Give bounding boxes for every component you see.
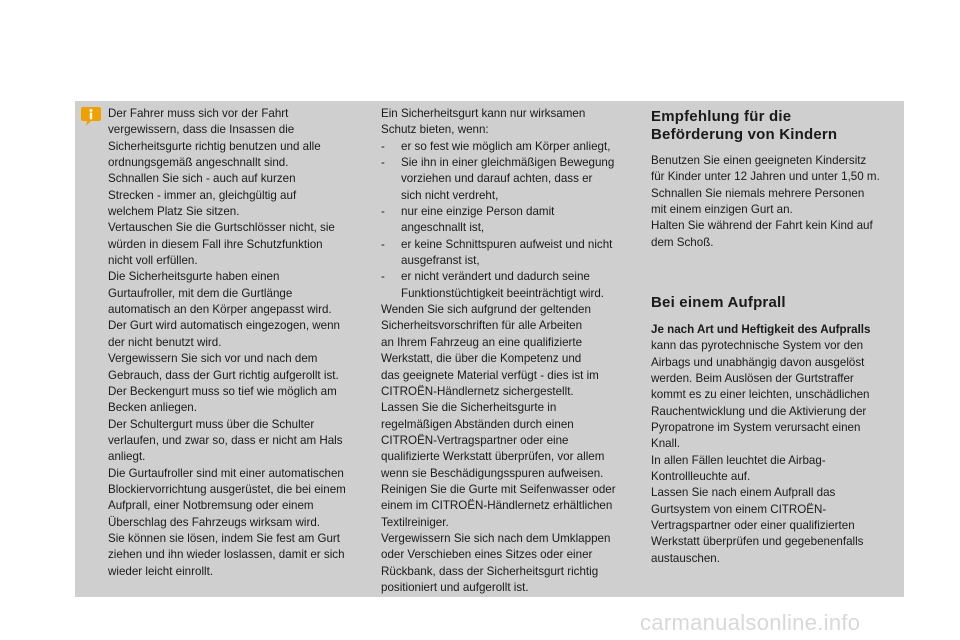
bullet-text: nur eine einzige Person damit [401, 205, 555, 219]
text-line: Reinigen Sie die Gurte mit Seifenwasser oder [381, 482, 616, 496]
bullet-dash: - [381, 139, 385, 153]
text-line: Die Sicherheitsgurte haben einen [108, 270, 280, 284]
text-line: für Kinder unter 12 Jahren und unter 1,50 m. [651, 170, 880, 184]
watermark: carmanualsonline.info [640, 610, 861, 635]
bullet-continuation: Funktionstüchtigkeit beeinträchtigt wird. [401, 286, 604, 300]
text-line: Gebrauch, dass der Gurt richtig aufgerollt ist. [108, 368, 339, 382]
text-line: Vergewissern Sie sich nach dem Umklappen [381, 531, 611, 545]
bullet-continuation: vorziehen und darauf achten, dass er [401, 172, 593, 186]
bullet-dash: - [381, 156, 385, 170]
text-line: Der Fahrer muss sich vor der Fahrt [108, 107, 289, 120]
text-line: ziehen und ihn wieder loslassen, damit er sich [108, 548, 345, 562]
text-line: CITROËN-Vertragspartner oder eine [381, 433, 569, 447]
bullet-continuation: angeschnallt ist, [401, 221, 485, 235]
text-line: werden. Beim Auslösen der Gurtstraffer [651, 372, 854, 386]
text-line: qualifizierte Werkstatt überprüfen, vor allem [381, 450, 605, 464]
text-line: Der Beckengurt muss so tief wie möglich am [108, 384, 337, 398]
text-line: welchem Platz Sie sitzen. [108, 205, 240, 219]
belt-requirements-column [381, 106, 641, 596]
bullet-dash: - [381, 237, 385, 251]
collision-text [651, 322, 901, 567]
text-line: Aufprall, einer Notbremsung oder einem [108, 499, 314, 513]
text-line: Wenden Sie sich aufgrund der geltenden [381, 303, 591, 317]
text-line: anliegt. [108, 450, 146, 464]
text-line: Knall. [651, 437, 681, 451]
text-line: nicht voll erfüllen. [108, 254, 198, 268]
text-line: oder Verschieben eines Sitzes oder einer [381, 548, 593, 562]
text-line: Pyropatrone im System verursacht einen [651, 421, 861, 435]
text-line: kann das pyrotechnische System vor den [651, 339, 864, 353]
text-line: Sie können sie lösen, indem Sie fest am Gurt [108, 531, 340, 545]
bullet-item [381, 155, 641, 171]
text-line: mit einem einzigen Gurt an. [651, 203, 793, 217]
section-heading-collision: Bei einem Aufprall [651, 294, 786, 311]
text-line: der nicht benutzt wird. [108, 335, 222, 349]
text-line: dem Schoß. [651, 235, 714, 249]
text-line: In allen Fällen leuchtet die Airbag- [651, 453, 826, 467]
bullet-text: er nicht verändert und dadurch seine [401, 270, 590, 284]
text-line: Textilreiniger. [381, 515, 449, 529]
text-line: regelmäßigen Abständen durch einen [381, 417, 574, 431]
bullet-text: Sie ihn in einer gleichmäßigen Bewegung [401, 156, 615, 170]
text-line: einem im CITROËN-Händlernetz erhältlichen [381, 499, 613, 513]
text-line: Benutzen Sie einen geeigneten Kindersitz [651, 154, 867, 167]
text-line: Kontrollleuchte auf. [651, 470, 751, 484]
text-line: Strecken - immer an, gleichgültig auf [108, 188, 297, 202]
text-line: Rückbank, dass der Sicherheitsgurt richtig [381, 564, 599, 578]
safety-notes-column [108, 106, 368, 580]
text-line: Ein Sicherheitsgurt kann nur wirksamen [381, 107, 586, 120]
child-transport-text [651, 153, 901, 251]
child-transport-section [651, 108, 901, 251]
text-line: das geeignete Material verfügt - dies ist im [381, 368, 599, 382]
text-line: Lassen Sie die Sicherheitsgurte in [381, 401, 557, 415]
text-line: Halten Sie während der Fahrt kein Kind auf [651, 219, 873, 233]
text-line: an Ihrem Fahrzeug an eine qualifizierte [381, 335, 583, 349]
bullet-continuation: sich nicht verdreht, [401, 188, 499, 202]
text-line: Überschlag des Fahrzeugs wirksam wird. [108, 515, 320, 529]
collision-section [651, 294, 901, 567]
text-line: Rauchentwicklung und die Aktivierung der [651, 404, 867, 418]
bullet-continuation: ausgefranst ist, [401, 254, 480, 268]
text-line: Der Schultergurt muss über die Schulter [108, 417, 315, 431]
text-line: Airbags und unabhängig davon ausgelöst [651, 355, 865, 369]
text-line: vergewissern, dass die Insassen die [108, 123, 295, 137]
text-line: wieder leicht einrollt. [108, 564, 214, 578]
text-line: Blockiervorrichtung ausgerüstet, die bei einem [108, 482, 346, 496]
text-line: Sicherheitsvorschriften für alle Arbeiten [381, 319, 583, 333]
text-line: Der Gurt wird automatisch eingezogen, wenn [108, 319, 340, 333]
bullet-text: er so fest wie möglich am Körper anliegt, [401, 139, 611, 153]
text-line: Werkstatt, die über die Kompetenz und [381, 352, 582, 366]
text-line: wenn sie Beschädigungsspuren aufweisen. [381, 466, 604, 480]
text-line: kommt es zu einer leichten, unschädlichen [651, 388, 870, 402]
text-line: Schnallen Sie niemals mehrere Personen [651, 186, 865, 200]
text-line: Schutz bieten, wenn: [381, 123, 489, 137]
bullet-dash: - [381, 205, 385, 219]
text-line: verlaufen, und zwar so, dass er nicht am Hals [108, 433, 343, 447]
text-line: Vertauschen Sie die Gurtschlösser nicht, sie [108, 221, 335, 235]
text-line: Schnallen Sie sich - auch auf kurzen [108, 172, 296, 186]
text-line: Vertragspartner oder einer qualifizierten [651, 519, 855, 533]
text-line: CITROËN-Händlernetz sichergestellt. [381, 384, 574, 398]
text-line: Becken anliegen. [108, 401, 197, 415]
text-line: Lassen Sie nach einem Aufprall das [651, 486, 836, 500]
bullet-dash: - [381, 270, 385, 284]
text-line: würden in diesem Fall ihre Schutzfunktion [108, 237, 323, 251]
bullet-text: er keine Schnittspuren aufweist und nicht [401, 237, 613, 251]
text-line: ordnungsgemäß angeschnallt sind. [108, 156, 289, 170]
text-line: automatisch an den Körper angepasst wird. [108, 303, 332, 317]
text-line: austauschen. [651, 551, 720, 565]
text-line: positioniert und aufgerollt ist. [381, 580, 529, 594]
info-icon [79, 107, 103, 127]
text-line: Sicherheitsgurte richtig benutzen und alle [108, 139, 321, 153]
section-heading-children: Empfehlung für die [651, 108, 792, 125]
text-line: Werkstatt überprüfen und gegebenenfalls [651, 535, 864, 549]
section-heading-children-line2: Beförderung von Kindern [651, 126, 838, 143]
collision-lead-text: Je nach Art und Heftigkeit des Aufpralls [651, 323, 871, 336]
bullet-item [381, 237, 641, 253]
text-line: Vergewissern Sie sich vor und nach dem [108, 352, 318, 366]
text-line: Gurtaufroller, mit dem die Gurtlänge [108, 286, 293, 300]
bullet-item [381, 269, 641, 285]
bullet-item [381, 204, 641, 220]
text-line: Die Gurtaufroller sind mit einer automatischen [108, 466, 344, 480]
text-line: Gurtsystem von einem CITROËN- [651, 502, 827, 516]
bullet-item [381, 139, 641, 155]
